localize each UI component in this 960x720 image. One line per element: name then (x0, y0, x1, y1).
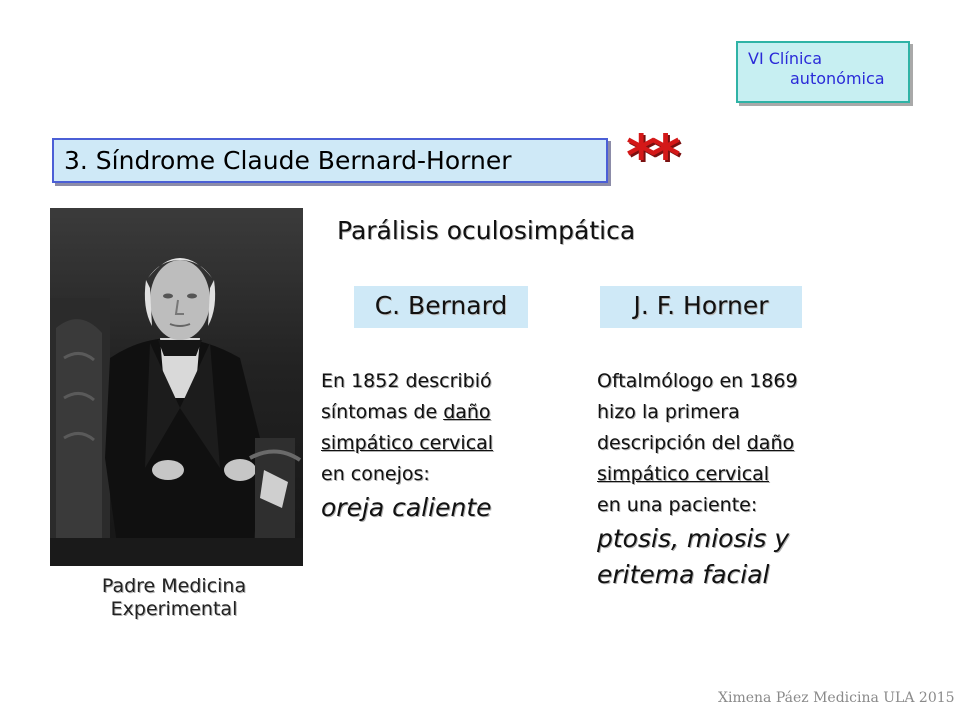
horner-line-4: simpático cervical (597, 463, 770, 485)
photo-caption-line2: Experimental (110, 598, 238, 620)
photo-caption (60, 575, 288, 621)
bernard-line-3: simpático cervical (321, 432, 494, 454)
section-tag-line1: VI Clínica (748, 49, 822, 68)
bernard-line-2: síntomas de daño (321, 401, 491, 423)
horner-line-5: en una paciente: (597, 494, 758, 516)
bernard-underline-dano: daño (443, 401, 491, 423)
horner-line-3: descripción del daño (597, 432, 795, 454)
section-tag (736, 41, 910, 103)
section-tag-line2: autonómica (790, 69, 885, 88)
slide-title: 3. Síndrome Claude Bernard-Horner (52, 138, 608, 183)
horner-line-1: Oftalmólogo en 1869 (597, 370, 798, 392)
horner-finding-2: eritema facial (597, 560, 770, 589)
horner-name-box: J. F. Horner (600, 286, 802, 328)
horner-description (597, 366, 798, 593)
bernard-name-box: C. Bernard (354, 286, 528, 328)
bernard-finding: oreja caliente (321, 493, 492, 522)
bernard-description (321, 366, 493, 526)
photo-caption-line1: Padre Medicina (101, 575, 247, 597)
portrait-photo (50, 208, 303, 566)
bernard-line-4: en conejos: (321, 463, 430, 485)
bernard-line-1: En 1852 describió (321, 370, 492, 392)
horner-line-2: hizo la primera (597, 401, 740, 423)
horner-finding-1: ptosis, miosis y (597, 524, 790, 553)
importance-stars: ** (626, 122, 675, 190)
horner-underline-dano: daño (746, 432, 795, 454)
footer-credit: Ximena Páez Medicina ULA 2015 (718, 690, 955, 706)
subtitle: Parálisis oculosimpática (337, 216, 636, 245)
